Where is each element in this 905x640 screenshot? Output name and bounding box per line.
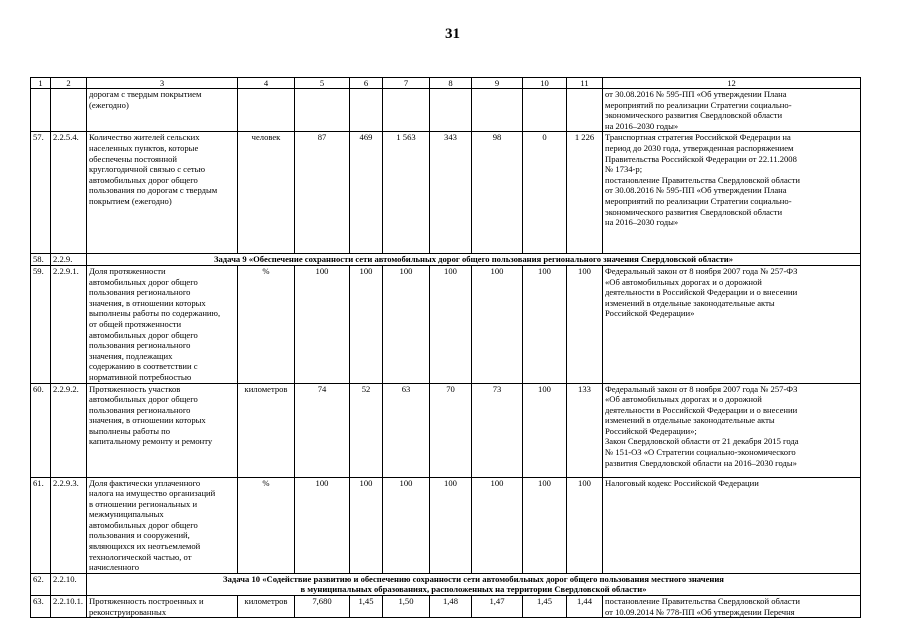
table-row — [31, 477, 861, 573]
value-2022: 100 — [472, 477, 523, 573]
value-2023: 100 — [523, 265, 567, 383]
text-line: покрытием (ежегодно) — [89, 195, 172, 206]
text-line: экономического развития Свердловской области — [605, 206, 783, 217]
row-number: 62. — [31, 573, 51, 595]
text-line: постановление Правительства Свердловской области — [605, 174, 800, 185]
row-code: 2.2.10. — [51, 573, 87, 595]
task-title — [87, 573, 861, 595]
task-row — [31, 573, 861, 595]
text-line: круглогодичной связью с сетью — [89, 164, 206, 175]
row-number: 57. — [31, 132, 51, 254]
column-number: 6 — [350, 78, 383, 89]
column-number: 11 — [567, 78, 603, 89]
text-line: Протяженность построенных и — [89, 596, 204, 607]
value-2019: 100 — [350, 477, 383, 573]
indicator-name — [87, 89, 238, 132]
row-number: 61. — [31, 477, 51, 573]
value-2020: 63 — [383, 383, 430, 477]
page-number: 31 — [445, 26, 460, 42]
value-2021: 343 — [430, 132, 472, 254]
task-title — [87, 254, 861, 266]
indicator-name — [87, 132, 238, 254]
row-code: 2.2.9.3. — [51, 477, 87, 573]
indicators-table — [30, 77, 861, 618]
table-row — [31, 596, 861, 618]
unit: % — [238, 265, 295, 383]
text-line: содержанию в соответствии с — [89, 361, 198, 372]
value-2018 — [295, 89, 350, 132]
text-line: пользования и сооружений, — [89, 530, 190, 541]
text-line: пользования регионального — [89, 287, 191, 298]
text-line: нормативной потребностью — [89, 371, 192, 382]
text-line: капитальному ремонту и ремонту — [89, 436, 213, 447]
table-row — [31, 265, 861, 383]
value-2022: 100 — [472, 265, 523, 383]
row-number: 60. — [31, 383, 51, 477]
value-2024: 1,44 — [567, 596, 603, 618]
table-row — [31, 383, 861, 477]
task-row — [31, 254, 861, 266]
header-row — [31, 78, 861, 89]
text-line: Протяженность участков — [89, 383, 181, 394]
text-line: от 10.09.2014 № 778-ПП «Об утверждении Перечня — [605, 606, 795, 617]
text-line: Доля фактически уплаченного — [89, 477, 201, 488]
legal-basis — [603, 477, 861, 573]
text-line: Задача 9 «Обеспечение сохранности сети автомобильных дорог общего пользования регионального значения Свердловской области» — [213, 254, 734, 265]
value-2021: 70 — [430, 383, 472, 477]
value-2018: 100 — [295, 265, 350, 383]
text-line: автомобильных дорог общего — [89, 519, 198, 530]
text-line: технологической частью, от — [89, 551, 192, 562]
text-line: экономического развития Свердловской области — [605, 110, 783, 121]
row-code: 2.2.9. — [51, 254, 87, 266]
column-number: 9 — [472, 78, 523, 89]
text-line: «Об автомобильных дорогах и о дорожной — [605, 276, 762, 287]
column-number: 1 — [31, 78, 51, 89]
text-line: Федеральный закон от 8 ноября 2007 года № 257-ФЗ — [605, 265, 798, 276]
value-2020: 100 — [383, 477, 430, 573]
text-line: изменений в отдельные законодательные акты — [605, 415, 775, 426]
column-number: 12 — [603, 78, 861, 89]
text-line: пользования по дорогам с твердым — [89, 185, 218, 196]
value-2023: 100 — [523, 477, 567, 573]
text-line: значения, в отношении которых — [89, 415, 206, 426]
text-line: на 2016–2030 годы» — [605, 120, 679, 131]
value-2018: 7,680 — [295, 596, 350, 618]
text-line: от общей протяженности — [89, 318, 182, 329]
column-number: 5 — [295, 78, 350, 89]
text-line: период до 2030 года, утвержденная распоряжением — [605, 142, 794, 153]
text-line: мероприятий по реализации Стратегии социально- — [605, 99, 792, 110]
unit: километров — [238, 383, 295, 477]
column-number: 8 — [430, 78, 472, 89]
text-line: на 2016–2030 годы» — [605, 217, 679, 228]
row-number: 59. — [31, 265, 51, 383]
text-line: Налоговый кодекс Российской Федерации — [605, 477, 759, 488]
value-2018: 87 — [295, 132, 350, 254]
text-line: Задача 10 «Содействие развитию и обеспечению сохранности сети автомобильных дорог общего пользования местного значения — [223, 573, 724, 584]
text-line: пользования регионального — [89, 404, 191, 415]
text-line: Российской Федерации» — [605, 308, 695, 319]
text-line: Количество жителей сельских — [89, 132, 200, 143]
value-2023: 0 — [523, 132, 567, 254]
legal-basis — [603, 132, 861, 254]
value-2018: 100 — [295, 477, 350, 573]
text-line: являющихся их неотъемлемой — [89, 541, 201, 552]
value-2024: 133 — [567, 383, 603, 477]
value-2022: 1,47 — [472, 596, 523, 618]
value-2024 — [567, 89, 603, 132]
text-line: выполнены работы по содержанию, — [89, 308, 221, 319]
value-2021: 100 — [430, 265, 472, 383]
legal-basis — [603, 596, 861, 618]
unit: человек — [238, 132, 295, 254]
column-number: 3 — [87, 78, 238, 89]
row-number: 58. — [31, 254, 51, 266]
value-2020 — [383, 89, 430, 132]
text-line: межмуниципальных — [89, 509, 164, 520]
text-line: значения, в отношении которых — [89, 297, 206, 308]
text-line: в муниципальных образованиях, расположенных на территории Свердловской области» — [300, 584, 647, 595]
unit: километров — [238, 596, 295, 618]
text-line: № 151-ОЗ «О Стратегии социально-экономического — [605, 447, 796, 458]
text-line: развития Свердловской области на 2016–2030 годы» — [605, 457, 797, 468]
row-code: 2.2.9.2. — [51, 383, 87, 477]
table-row — [31, 89, 861, 132]
text-line: Федеральный закон от 8 ноября 2007 года № 257-ФЗ — [605, 383, 798, 394]
value-2019: 1,45 — [350, 596, 383, 618]
value-2021: 100 — [430, 477, 472, 573]
text-line: Транспортная стратегия Российской Федерации на — [605, 132, 791, 143]
legal-basis — [603, 265, 861, 383]
value-2019 — [350, 89, 383, 132]
text-line: автомобильных дорог общего — [89, 394, 198, 405]
text-line: Доля протяженности — [89, 265, 166, 276]
row-number — [31, 89, 51, 132]
unit — [238, 89, 295, 132]
row-code: 2.2.9.1. — [51, 265, 87, 383]
text-line: населенных пунктов, которые — [89, 142, 199, 153]
legal-basis — [603, 89, 861, 132]
row-number: 63. — [31, 596, 51, 618]
value-2024: 100 — [567, 477, 603, 573]
text-line: от 30.08.2016 № 595-ПП «Об утверждении Плана — [605, 89, 787, 99]
text-line: Правительства Российской Федерации от 22.11.2008 — [605, 153, 797, 164]
text-line: № 1734-р; — [605, 164, 643, 175]
row-code: 2.2.5.4. — [51, 132, 87, 254]
text-line: от 30.08.2016 № 595-ПП «Об утверждении Плана — [605, 185, 787, 196]
text-line: изменений в отдельные законодательные акты — [605, 297, 775, 308]
value-2020: 100 — [383, 265, 430, 383]
text-line: дорогам с твердым покрытием — [89, 89, 202, 99]
value-2019: 100 — [350, 265, 383, 383]
unit: % — [238, 477, 295, 573]
text-line: пользования регионального — [89, 340, 191, 351]
text-line: Закон Свердловской области от 21 декабря 2015 года — [605, 436, 799, 447]
text-line: налога на имущество организаций — [89, 488, 216, 499]
legal-basis — [603, 383, 861, 477]
indicator-name — [87, 383, 238, 477]
text-line: деятельности в Российской Федерации и о внесении — [605, 404, 798, 415]
text-line: реконструированных — [89, 606, 167, 617]
indicator-name — [87, 596, 238, 618]
text-line: начисленного — [89, 562, 140, 573]
indicator-name — [87, 265, 238, 383]
text-line: в отношении региональных и — [89, 498, 198, 509]
column-number: 7 — [383, 78, 430, 89]
value-2022 — [472, 89, 523, 132]
table-row — [31, 132, 861, 254]
value-2023: 1,45 — [523, 596, 567, 618]
text-line: автомобильных дорог общего — [89, 329, 198, 340]
value-2023: 100 — [523, 383, 567, 477]
column-number: 2 — [51, 78, 87, 89]
text-line: автомобильных дорог общего — [89, 174, 198, 185]
value-2020: 1 563 — [383, 132, 430, 254]
value-2024: 1 226 — [567, 132, 603, 254]
value-2021 — [430, 89, 472, 132]
value-2019: 469 — [350, 132, 383, 254]
text-line: значения, подлежащих — [89, 350, 173, 361]
indicator-name — [87, 477, 238, 573]
text-line: автомобильных дорог общего — [89, 276, 198, 287]
text-line: обеспечены постоянной — [89, 153, 178, 164]
value-2023 — [523, 89, 567, 132]
value-2021: 1,48 — [430, 596, 472, 618]
text-line: деятельности в Российской Федерации и о внесении — [605, 287, 798, 298]
value-2022: 98 — [472, 132, 523, 254]
row-code — [51, 89, 87, 132]
value-2022: 73 — [472, 383, 523, 477]
value-2019: 52 — [350, 383, 383, 477]
text-line: выполнены работы по — [89, 425, 171, 436]
text-line: постановление Правительства Свердловской области — [605, 596, 800, 607]
column-number: 4 — [238, 78, 295, 89]
value-2020: 1,50 — [383, 596, 430, 618]
value-2024: 100 — [567, 265, 603, 383]
text-line: Российской Федерации»; — [605, 425, 697, 436]
text-line: мероприятий по реализации Стратегии социально- — [605, 195, 792, 206]
value-2018: 74 — [295, 383, 350, 477]
column-number: 10 — [523, 78, 567, 89]
text-line: «Об автомобильных дорогах и о дорожной — [605, 394, 762, 405]
row-code: 2.2.10.1. — [51, 596, 87, 618]
text-line: (ежегодно) — [89, 99, 129, 110]
